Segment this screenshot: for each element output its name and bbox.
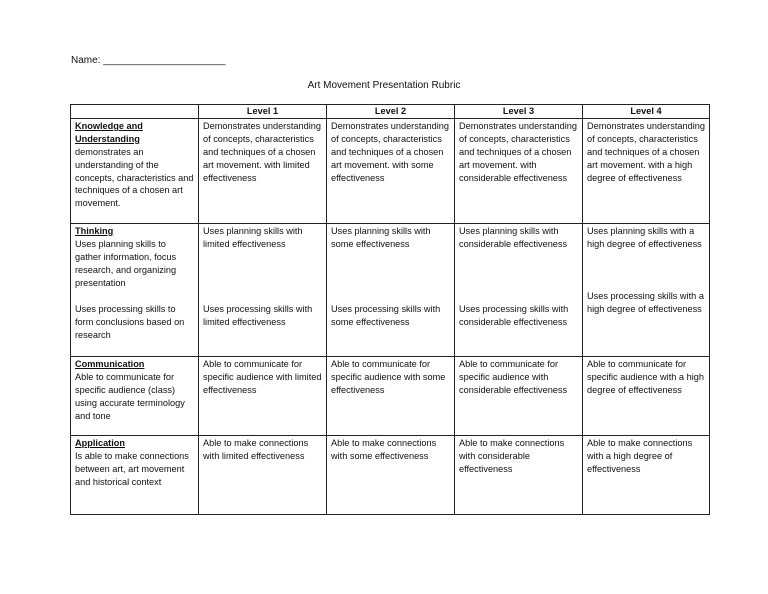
level-4-cell (583, 223, 710, 356)
level-1-cell: Able to make connections with limited effectiveness (199, 435, 327, 514)
table-row-communication (71, 356, 710, 435)
level-2-cell: Demonstrates understanding of concepts, characteristics and techniques of a chosen art movement. with some effectiveness (327, 118, 455, 223)
level-2-cell: Able to make connections with some effectiveness (327, 435, 455, 514)
level-4-cell: Demonstrates understanding of concepts, characteristics and techniques of a chosen art movement. with a high degree of effectiveness (583, 118, 710, 223)
table-row-knowledge (71, 118, 710, 223)
corner-cell (71, 105, 199, 119)
category-description: Is able to make connections between art, art movement and historical context (75, 450, 189, 487)
category-title: Communication (75, 358, 145, 369)
processing-text: Uses processing skills with a high degree of effectiveness (587, 290, 704, 314)
category-description: Able to communicate for specific audience (class) using accurate terminology and tone (75, 371, 185, 421)
level-4-header: Level 4 (583, 105, 710, 119)
level-3-header: Level 3 (455, 105, 583, 119)
level-3-cell: Able to make connections with considerable effectiveness (455, 435, 583, 514)
criteria-cell (71, 435, 199, 514)
table-row-thinking (71, 223, 710, 356)
document-title: Art Movement Presentation Rubric (307, 80, 461, 91)
rubric-table (70, 104, 710, 515)
category-title: Knowledge and Understanding (75, 120, 143, 144)
level-3-cell (455, 223, 583, 356)
level-1-cell: Able to communicate for specific audience with limited effectiveness (199, 356, 327, 435)
level-3-cell: Demonstrates understanding of concepts, characteristics and techniques of a chosen art movement. with considerable effectiveness (455, 118, 583, 223)
processing-text: Uses processing skills with some effectiveness (331, 303, 441, 327)
criteria-cell (71, 118, 199, 223)
level-1-header: Level 1 (199, 105, 327, 119)
planning-text: Uses planning skills with a high degree of effectiveness (587, 225, 702, 249)
planning-text: Uses planning skills with some effectiveness (331, 225, 431, 249)
level-3-cell: Able to communicate for specific audience with considerable effectiveness (455, 356, 583, 435)
level-2-cell: Able to communicate for specific audience with some effectiveness (327, 356, 455, 435)
table-row-application (71, 435, 710, 514)
processing-text: Uses processing skills with limited effectiveness (203, 303, 313, 327)
category-description: demonstrates an understanding of the concepts, characteristics and techniques of a chosen art movement. (75, 146, 194, 209)
header-row (71, 105, 710, 119)
level-4-cell: Able to communicate for specific audience with a high degree of effectiveness (583, 356, 710, 435)
level-2-cell (327, 223, 455, 356)
level-2-header: Level 2 (327, 105, 455, 119)
name-field-label: Name: ______________________ (71, 55, 226, 66)
category-description: Uses planning skills to gather information, focus research, and organizing presentation (75, 238, 177, 288)
planning-text: Uses planning skills with considerable effectiveness (459, 225, 568, 249)
category-description-secondary: Uses processing skills to form conclusions based on research (75, 304, 185, 341)
processing-text: Uses processing skills with considerable effectiveness (459, 303, 569, 327)
level-4-cell: Able to make connections with a high degree of effectiveness (583, 435, 710, 514)
planning-text: Uses planning skills with limited effectiveness (203, 225, 303, 249)
category-title: Application (75, 437, 126, 448)
category-title: Thinking (75, 225, 114, 236)
criteria-cell (71, 223, 199, 356)
criteria-cell (71, 356, 199, 435)
level-1-cell (199, 223, 327, 356)
level-1-cell: Demonstrates understanding of concepts, characteristics and techniques of a chosen art movement. with limited effectiveness (199, 118, 327, 223)
